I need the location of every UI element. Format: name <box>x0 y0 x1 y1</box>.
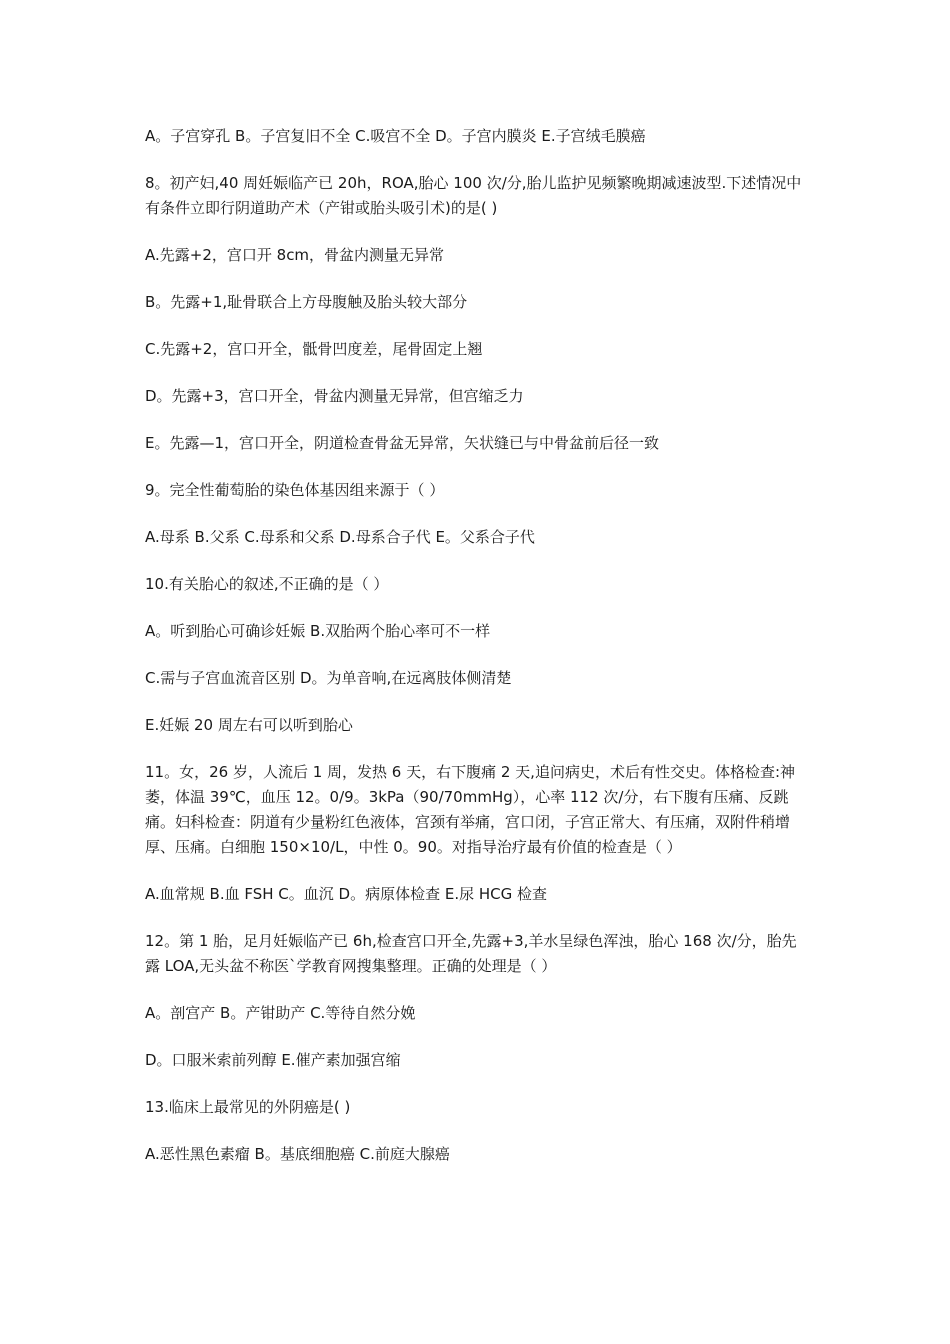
question-8-stem: 8。初产妇,40 周妊娠临产已 20h，ROA,胎心 100 次/分,胎儿监护见频繁晚期减速波型.下述情况中有条件立即行阴道助产术（产钳或胎头吸引术)的是( ) <box>145 174 802 217</box>
question-11-options: A.血常规 B.血 FSH C。血沉 D。病原体检查 E.尿 HCG 检查 <box>145 885 548 903</box>
question-12-options-abc: A。剖宫产 B。产钳助产 C.等待自然分娩 <box>145 1004 416 1022</box>
question-9-stem: 9。完全性葡萄胎的染色体基因组来源于（ ） <box>145 481 445 499</box>
question-9-options: A.母系 B.父系 C.母系和父系 D.母系合子代 E。父系合子代 <box>145 528 535 546</box>
question-8-option-d: D。先露+3，宫口开全，骨盆内测量无异常，但宫缩乏力 <box>145 387 524 405</box>
question-10-stem: 10.有关胎心的叙述,不正确的是（ ） <box>145 575 389 593</box>
question-12-options-de: D。口服米索前列醇 E.催产素加强宫缩 <box>145 1051 401 1069</box>
question-10-option-e: E.妊娠 20 周左右可以听到胎心 <box>145 716 353 734</box>
question-10-options-cd: C.需与子宫血流音区别 D。为单音响,在远离肢体侧清楚 <box>145 669 512 687</box>
question-13-options: A.恶性黑色素瘤 B。基底细胞癌 C.前庭大腺癌 <box>145 1145 450 1163</box>
question-11-stem: 11。女，26 岁，人流后 1 周，发热 6 天，右下腹痛 2 天,追问病史，术后有性交史。体格检查:神萎，体温 39℃，血压 12。0/9。3kPa（90/70mmHg），心率 112 次/分，右下腹有压痛、反跳痛。妇科检查：阴道有少量粉红色液体，宫颈有举痛，宫口闭，子宫正常大、有压痛，双附件稍增厚、压痛。白细胞 150×10/L，中性 0。90。对指导治疗最有价值的检查是（ ） <box>145 763 796 856</box>
question-12-stem: 12。第 1 胎，足月妊娠临产已 6h,检查宫口开全,先露+3,羊水呈绿色浑浊，胎心 168 次/分，胎先露 LOA,无头盆不称医`学教育网搜集整理。正确的处理是（ ） <box>145 932 797 975</box>
document-body <box>145 124 810 1189</box>
question-8-option-a: A.先露+2，宫口开 8cm，骨盆内测量无异常 <box>145 246 445 264</box>
question-10-options-ab: A。听到胎心可确诊妊娠 B.双胎两个胎心率可不一样 <box>145 622 491 640</box>
question-8-option-e: E。先露—1，宫口开全，阴道检查骨盆无异常，矢状缝已与中骨盆前后径一致 <box>145 434 660 452</box>
question-13-stem: 13.临床上最常见的外阴癌是( ) <box>145 1098 351 1116</box>
question-8-option-b: B。先露+1,耻骨联合上方母腹触及胎头较大部分 <box>145 293 468 311</box>
question-7-options: A。子宫穿孔 B。子宫复旧不全 C.吸宫不全 D。子宫内膜炎 E.子宫绒毛膜癌 <box>145 127 646 145</box>
question-8-option-c: C.先露+2，宫口开全，骶骨凹度差，尾骨固定上翘 <box>145 340 483 358</box>
